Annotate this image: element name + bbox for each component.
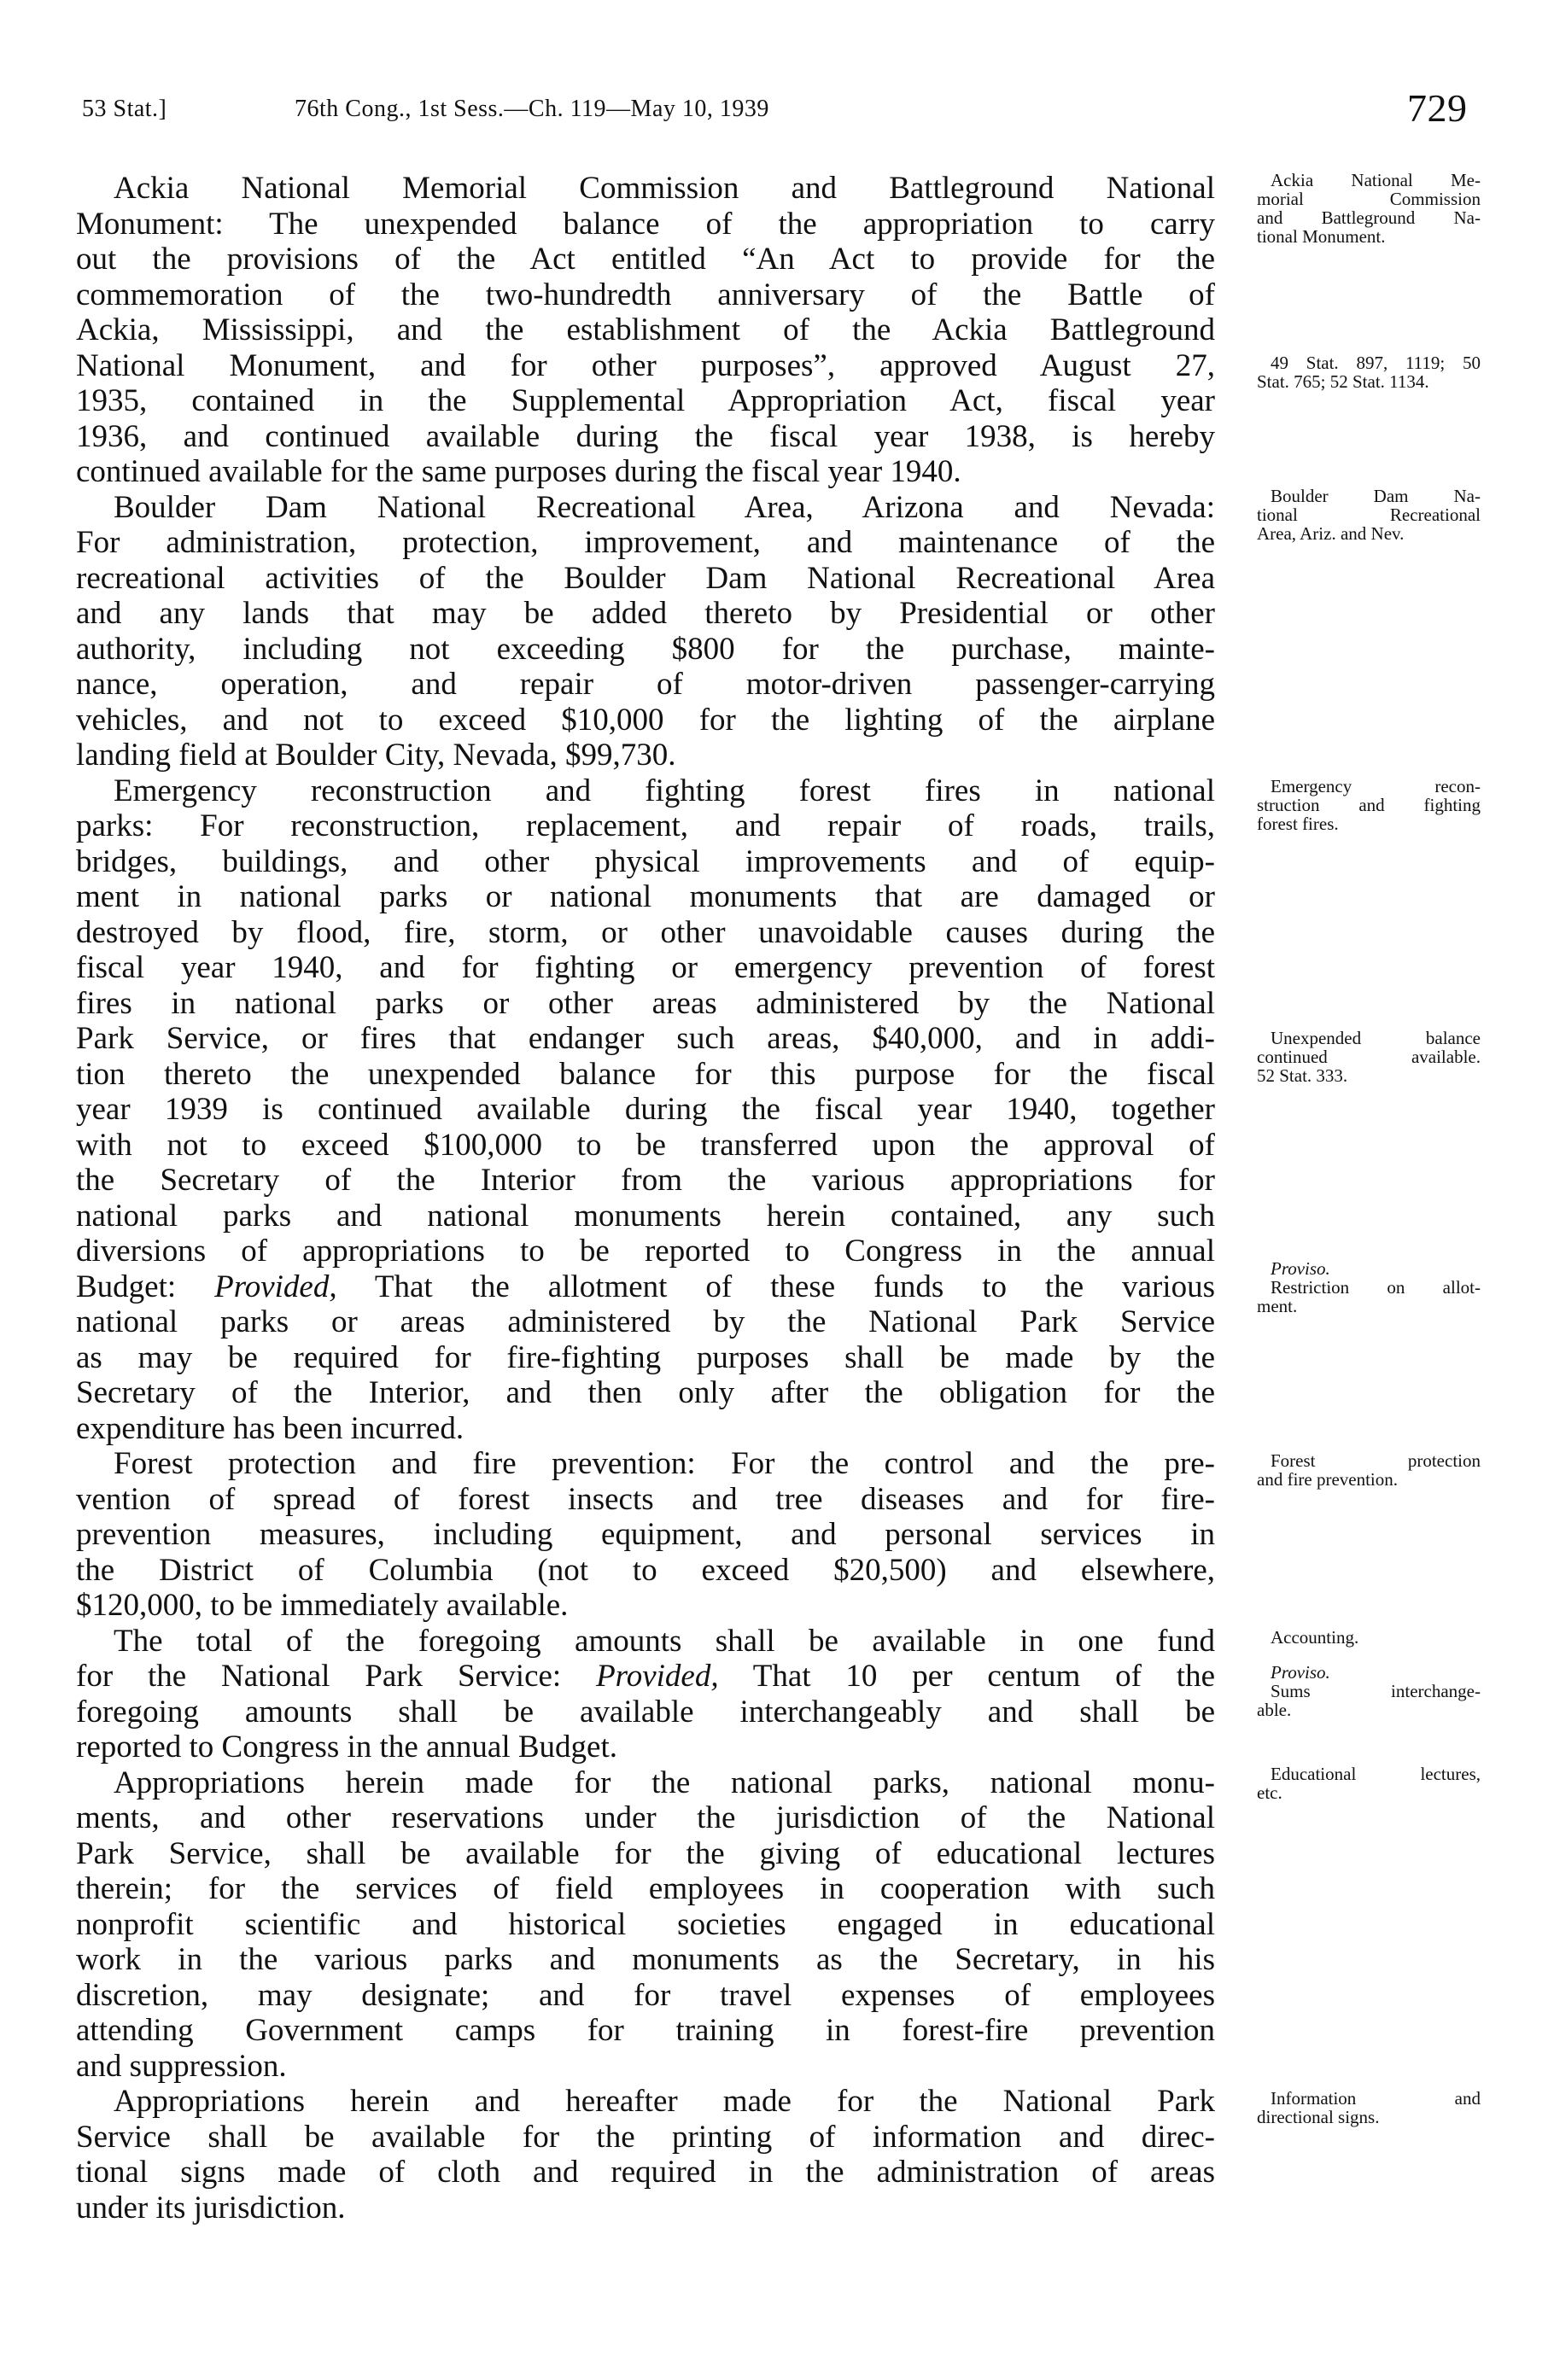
margin-note (1257, 171, 1481, 246)
margin-note-line: Educational lectures, (1271, 1764, 1481, 1784)
margin-note (1257, 1765, 1481, 1802)
margin-note-line: forest fires. (1257, 814, 1339, 834)
margin-note (1257, 1029, 1481, 1085)
paragraph (76, 1765, 1215, 2085)
paragraph (76, 171, 1215, 490)
paragraph (76, 773, 1215, 1447)
margin-note-line: continued available. (1257, 1047, 1481, 1067)
text-line: for the National Park Service: Provided, That 10 per centum of the (76, 1659, 1215, 1694)
text-line: The total of the foregoing amounts shall be available in one fund (114, 1623, 1215, 1659)
text-line: Park Service, shall be available for the giving of educational lectures (76, 1835, 1215, 1871)
margin-note-line: Ackia National Me- (1271, 170, 1481, 190)
text-line: diversions of appropriations to be reported to Congress in the annual (76, 1234, 1215, 1269)
text-line: the Secretary of the Interior from the various appropriations for (76, 1163, 1215, 1198)
margin-note-line: ment. (1257, 1296, 1298, 1316)
text-line: recreational activities of the Boulder Dam National Recreational Area (76, 560, 1215, 596)
margin-note (1257, 1663, 1481, 1719)
text-line: expenditure has been incurred. (76, 1410, 464, 1446)
text-line: Budget: Provided, That the allotment of these funds to the various (76, 1269, 1215, 1304)
margin-note (1257, 353, 1481, 391)
margin-note-line: directional signs. (1257, 2107, 1380, 2127)
margin-note-line: 49 Stat. 897, 1119; 50 (1271, 353, 1481, 373)
page-number: 729 (1407, 86, 1468, 130)
margin-note (1257, 2089, 1481, 2126)
text-line: tion thereto the unexpended balance for this purpose for the fiscal (76, 1056, 1215, 1092)
text-line: attending Government camps for training in forest-fire prevention (76, 2013, 1215, 2048)
margin-note (1257, 1451, 1481, 1489)
text-line: authority, including not exceeding $800 for the purchase, mainte- (76, 631, 1215, 667)
margin-note-line: Sums interchange- (1271, 1681, 1481, 1701)
text-line: under its jurisdiction. (76, 2190, 346, 2225)
margin-note-line: Unexpended balance (1271, 1028, 1481, 1048)
text-line: parks: For reconstruction, replacement, and repair of roads, trails, (76, 808, 1215, 843)
margin-note-line: tional Recreational (1257, 505, 1481, 525)
text-line: and any lands that may be added thereto by Presidential or other (76, 596, 1215, 631)
margin-note-line: Area, Ariz. and Nev. (1257, 523, 1405, 544)
text-line: National Monument, and for other purposes”, approved August 27, (76, 347, 1215, 383)
margin-note-line: Boulder Dam Na- (1271, 486, 1481, 506)
italic-term: Provided, (596, 1659, 719, 1694)
text-line: vehicles, and not to exceed $10,000 for the lighting of the airplane (76, 702, 1215, 738)
body-text (76, 171, 1215, 2225)
italic-term: Proviso. (1271, 1258, 1330, 1279)
margin-note (1257, 1259, 1481, 1315)
text-line: Forest protection and fire prevention: For the control and the pre- (114, 1446, 1215, 1481)
margin-note-line: and Battleground Na- (1257, 207, 1481, 228)
text-line: $120,000, to be immediately available. (76, 1588, 569, 1623)
text-line: 1936, and continued available during the fiscal year 1938, is hereby (76, 418, 1215, 454)
margin-note-line: Information and (1271, 2088, 1481, 2109)
text-line: Ackia National Memorial Commission and Battleground National (114, 171, 1215, 206)
paragraph (76, 2084, 1215, 2225)
margin-note-line (1257, 1259, 1481, 1278)
margin-note-line: struction and fighting (1257, 795, 1481, 815)
margin-note (1257, 1628, 1481, 1647)
text-line: Appropriations herein made for the national parks, national monu- (114, 1765, 1215, 1800)
margin-note-line: morial Commission (1257, 189, 1481, 209)
italic-term: Proviso. (1271, 1662, 1330, 1683)
text-line: out the provisions of the Act entitled “An Act to provide for the (76, 242, 1215, 277)
text-line: vention of spread of forest insects and tree diseases and for fire- (76, 1481, 1215, 1517)
text-line: continued available for the same purposes during the fiscal year 1940. (76, 454, 961, 489)
session-chapter-date: 76th Cong., 1st Sess.—Ch. 119—May 10, 1939 (295, 96, 769, 122)
text-line: Park Service, or fires that endanger such areas, $40,000, and in addi- (76, 1021, 1215, 1056)
text-line: Boulder Dam National Recreational Area, Arizona and Nevada: (114, 489, 1215, 525)
text-line: reported to Congress in the annual Budget. (76, 1730, 618, 1765)
margin-note-line: Stat. 765; 52 Stat. 1134. (1257, 371, 1429, 392)
italic-term: Provided, (214, 1269, 337, 1304)
text-line: Ackia, Mississippi, and the establishment of the Ackia Battleground (76, 312, 1215, 347)
margin-note-line (1257, 1663, 1481, 1682)
text-line: destroyed by flood, fire, storm, or other unavoidable causes during the (76, 914, 1215, 950)
margin-note-line: Emergency recon- (1271, 776, 1481, 796)
text-line: and suppression. (76, 2048, 287, 2084)
text-line: Appropriations herein and hereafter made for the National Park (114, 2084, 1215, 2119)
margin-note-line: Forest protection (1271, 1450, 1481, 1471)
text-line: national parks and national monuments herein contained, any such (76, 1198, 1215, 1234)
text-line: foregoing amounts shall be available interchangeably and shall be (76, 1694, 1215, 1730)
paragraph (76, 490, 1215, 773)
text-line: year 1939 is continued available during the fiscal year 1940, together (76, 1092, 1215, 1127)
text-line: ment in national parks or national monuments that are damaged or (76, 879, 1215, 914)
text-line: 1935, contained in the Supplemental Appropriation Act, fiscal year (76, 383, 1215, 418)
margin-note-line: etc. (1257, 1782, 1282, 1803)
margin-note-line: Accounting. (1271, 1627, 1359, 1648)
margin-note-line: Restriction on allot- (1271, 1277, 1481, 1298)
text-line: fires in national parks or other areas administered by the National (76, 985, 1215, 1021)
text-line: bridges, buildings, and other physical improvements and of equip- (76, 843, 1215, 879)
text-line: prevention measures, including equipment, and personal services in (76, 1517, 1215, 1552)
text-line: Secretary of the Interior, and then only after the obligation for the (76, 1375, 1215, 1410)
text-line: national parks or areas administered by the National Park Service (76, 1304, 1215, 1339)
margin-note-line: and fire prevention. (1257, 1469, 1399, 1490)
margin-note-line: tional Monument. (1257, 226, 1386, 247)
margin-note (1257, 487, 1481, 543)
text-line: the District of Columbia (not to exceed $20,500) and elsewhere, (76, 1552, 1215, 1588)
text-line: Emergency reconstruction and fighting forest fires in national (114, 773, 1215, 808)
text-line: therein; for the services of field employees in cooperation with such (76, 1871, 1215, 1906)
text-line: nonprofit scientific and historical societies engaged in educational (76, 1906, 1215, 1942)
text-line: ments, and other reservations under the jurisdiction of the National (76, 1800, 1215, 1835)
margin-note-line: 52 Stat. 333. (1257, 1065, 1348, 1086)
text-line: Monument: The unexpended balance of the appropriation to carry (76, 206, 1215, 242)
text-line: nance, operation, and repair of motor-driven passenger-carrying (76, 667, 1215, 702)
paragraph (76, 1446, 1215, 1624)
text-line: For administration, protection, improvement, and maintenance of the (76, 525, 1215, 560)
paragraph (76, 1624, 1215, 1765)
text-line: Service shall be available for the printing of information and direc- (76, 2119, 1215, 2155)
text-line: landing field at Boulder City, Nevada, $99,730. (76, 738, 676, 773)
text-line: work in the various parks and monuments as the Secretary, in his (76, 1942, 1215, 1977)
text-line: tional signs made of cloth and required in the administration of areas (76, 2155, 1215, 2190)
text-line: with not to exceed $100,000 to be transferred upon the approval of (76, 1127, 1215, 1163)
text-line: as may be required for fire-fighting purposes shall be made by the (76, 1339, 1215, 1375)
text-line: discretion, may designate; and for travel expenses of employees (76, 1977, 1215, 2013)
statute-volume: 53 Stat.] (82, 96, 167, 122)
margin-note-line: able. (1257, 1700, 1292, 1720)
text-line: commemoration of the two-hundredth anniversary of the Battle of (76, 277, 1215, 312)
text-line: fiscal year 1940, and for fighting or emergency prevention of forest (76, 950, 1215, 985)
margin-note (1257, 777, 1481, 833)
